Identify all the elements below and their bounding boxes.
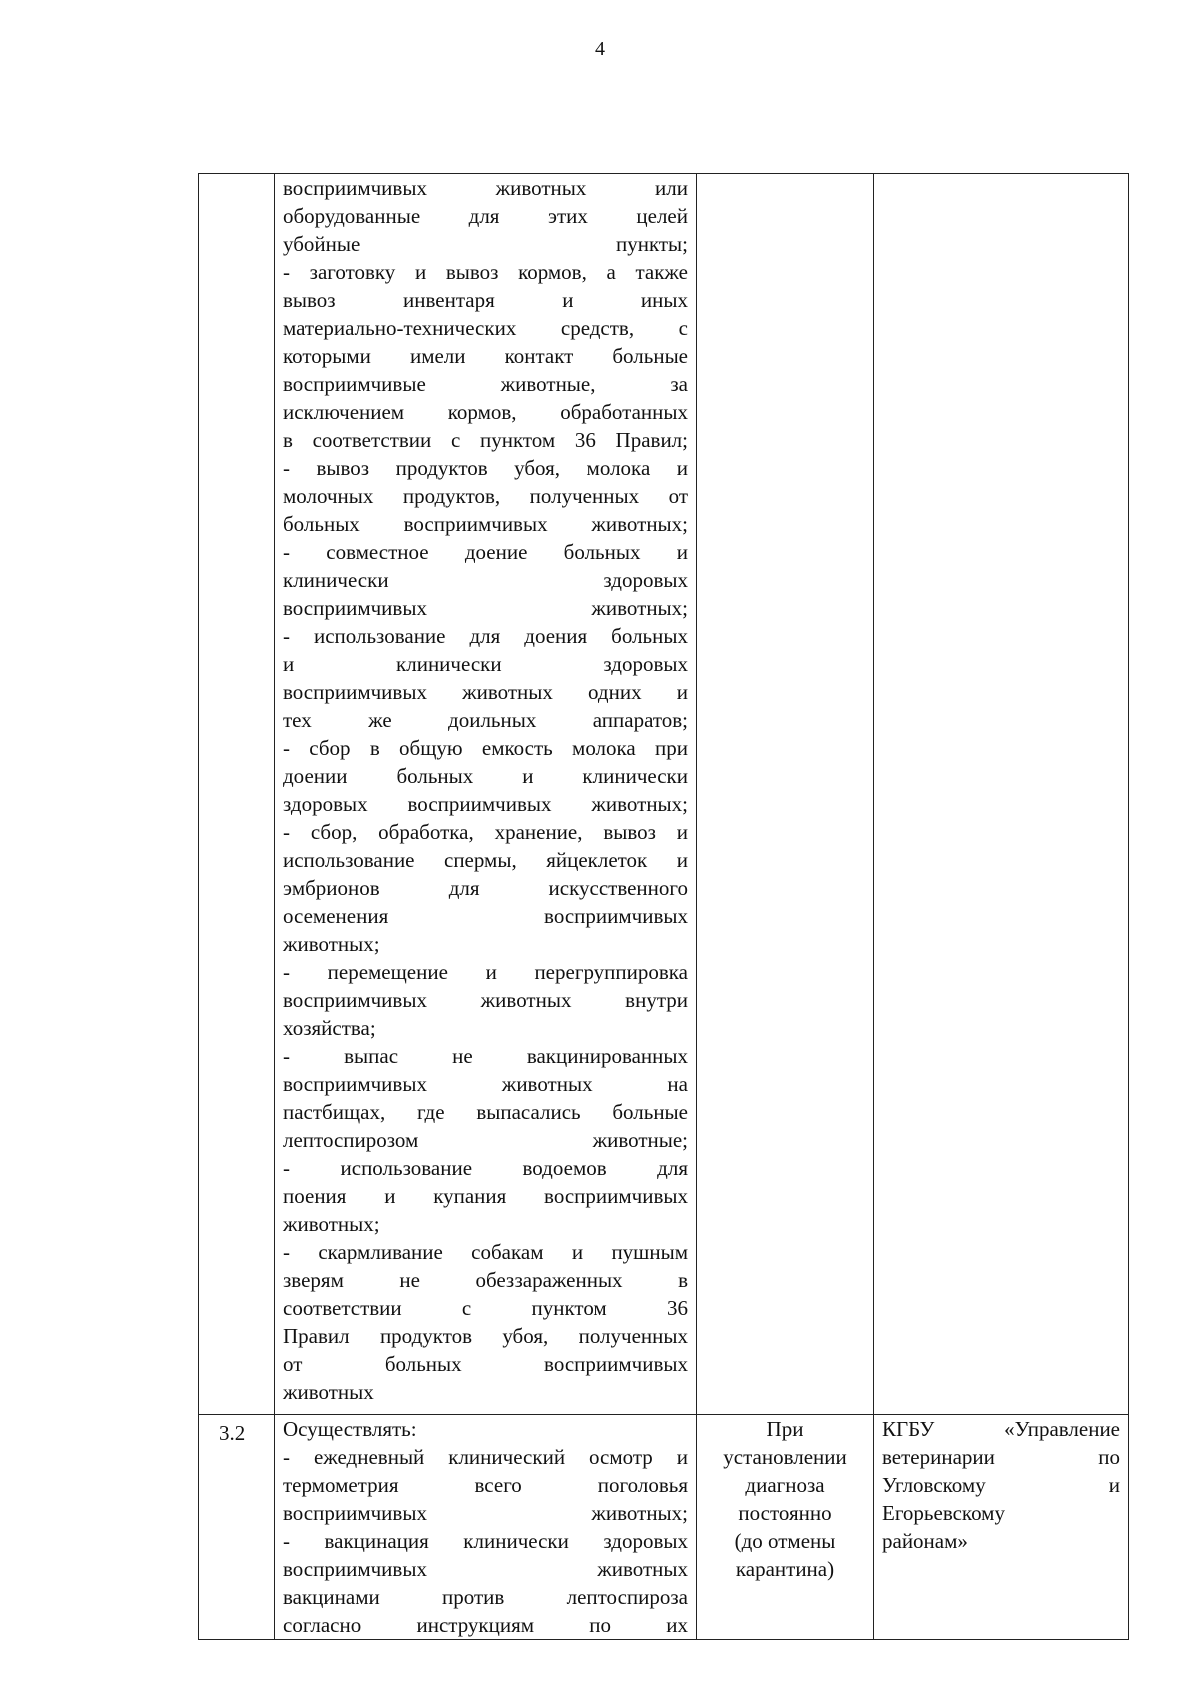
text-line: согласно инструкциям по их: [283, 1613, 688, 1637]
item-number: 3.2: [219, 1421, 246, 1445]
text-line: - заготовку и вывоз кормов, а также: [283, 260, 688, 284]
text-line: использование спермы, яйцеклеток и: [283, 848, 688, 872]
item-number-cell: [199, 1415, 275, 1640]
text-line: убойные пункты;: [283, 232, 688, 256]
resp-line: КГБУ «Управление: [882, 1417, 1120, 1441]
measure-text: [275, 174, 696, 1406]
text-line: вакцинами против лептоспироза: [283, 1585, 688, 1609]
text-line: в соответствии с пунктом 36 Правил;: [283, 428, 688, 452]
text-line: здоровых восприимчивых животных;: [283, 792, 688, 816]
table-row: [199, 1415, 1129, 1640]
term-line: установлении: [723, 1445, 847, 1469]
text-line: материально-технических средств, с: [283, 316, 688, 340]
text-line: восприимчивых животных: [283, 1557, 688, 1581]
text-line: - вакцинация клинически здоровых: [283, 1529, 688, 1553]
term-line: (до отмены: [734, 1529, 836, 1553]
measure-text-cell: [275, 1415, 697, 1640]
text-line: - перемещение и перегруппировка: [283, 960, 688, 984]
text-line: - скармливание собакам и пушным: [283, 1240, 688, 1264]
text-line: соответствии с пунктом 36: [283, 1296, 688, 1320]
responsible-cell: [874, 174, 1129, 1415]
text-line: клинически здоровых: [283, 568, 688, 592]
text-line: Осуществлять:: [283, 1417, 417, 1441]
term-cell: [697, 174, 874, 1415]
term-line: диагноза: [745, 1473, 825, 1497]
text-line: - выпас не вакцинированных: [283, 1044, 688, 1068]
text-line: животных;: [283, 932, 380, 956]
text-line: - сбор, обработка, хранение, вывоз и: [283, 820, 688, 844]
text-line: пастбищах, где выпасались больные: [283, 1100, 688, 1124]
text-line: зверям не обеззараженных в: [283, 1268, 688, 1292]
text-line: тех же доильных аппаратов;: [283, 708, 688, 732]
resp-line: ветеринарии по: [882, 1445, 1120, 1469]
text-line: восприимчивых животных на: [283, 1072, 688, 1096]
term-line: постоянно: [738, 1501, 832, 1525]
text-line: восприимчивых животных или: [283, 176, 688, 200]
measures-table: [198, 173, 1129, 1640]
text-line: молочных продуктов, полученных от: [283, 484, 688, 508]
measure-text-cell: [275, 174, 697, 1415]
text-line: - ежедневный клинический осмотр и: [283, 1445, 688, 1469]
responsible-text: [874, 1415, 1128, 1555]
text-line: которыми имели контакт больные: [283, 344, 688, 368]
text-line: оборудованные для этих целей: [283, 204, 688, 228]
text-line: эмбрионов для искусственного: [283, 876, 688, 900]
text-line: поения и купания восприимчивых: [283, 1184, 688, 1208]
text-line: - совместное доение больных и: [283, 540, 688, 564]
text-line: восприимчивых животных;: [283, 1501, 688, 1525]
text-line: вывоз инвентаря и иных: [283, 288, 688, 312]
text-line: хозяйства;: [283, 1016, 376, 1040]
text-line: восприимчивые животные, за: [283, 372, 688, 396]
text-line: больных восприимчивых животных;: [283, 512, 688, 536]
text-line: и клинически здоровых: [283, 652, 688, 676]
text-line: термометрия всего поголовья: [283, 1473, 688, 1497]
text-line: восприимчивых животных;: [283, 596, 688, 620]
item-number-cell: [199, 174, 275, 1415]
text-line: - вывоз продуктов убоя, молока и: [283, 456, 688, 480]
text-line: осеменения восприимчивых: [283, 904, 688, 928]
text-line: восприимчивых животных одних и: [283, 680, 688, 704]
text-line: - использование для доения больных: [283, 624, 688, 648]
resp-line: районам»: [882, 1529, 968, 1553]
term-text: [697, 1415, 873, 1583]
page-number: 4: [595, 38, 605, 60]
responsible-cell: [874, 1415, 1129, 1640]
text-line: животных: [283, 1380, 374, 1404]
text-line: - сбор в общую емкость молока при: [283, 736, 688, 760]
term-cell: [697, 1415, 874, 1640]
resp-line: Егорьевскому: [882, 1501, 1005, 1525]
table-row: [199, 174, 1129, 1415]
term-line: При: [766, 1417, 804, 1441]
text-line: лептоспирозом животные;: [283, 1128, 688, 1152]
text-line: исключением кормов, обработанных: [283, 400, 688, 424]
measure-text: [275, 1415, 696, 1639]
text-line: восприимчивых животных внутри: [283, 988, 688, 1012]
text-line: доении больных и клинически: [283, 764, 688, 788]
text-line: от больных восприимчивых: [283, 1352, 688, 1376]
resp-line: Угловскому и: [882, 1473, 1120, 1497]
item-number: [199, 174, 274, 178]
text-line: - использование водоемов для: [283, 1156, 688, 1180]
text-line: Правил продуктов убоя, полученных: [283, 1324, 688, 1348]
term-line: карантина): [735, 1557, 835, 1581]
text-line: животных;: [283, 1212, 380, 1236]
